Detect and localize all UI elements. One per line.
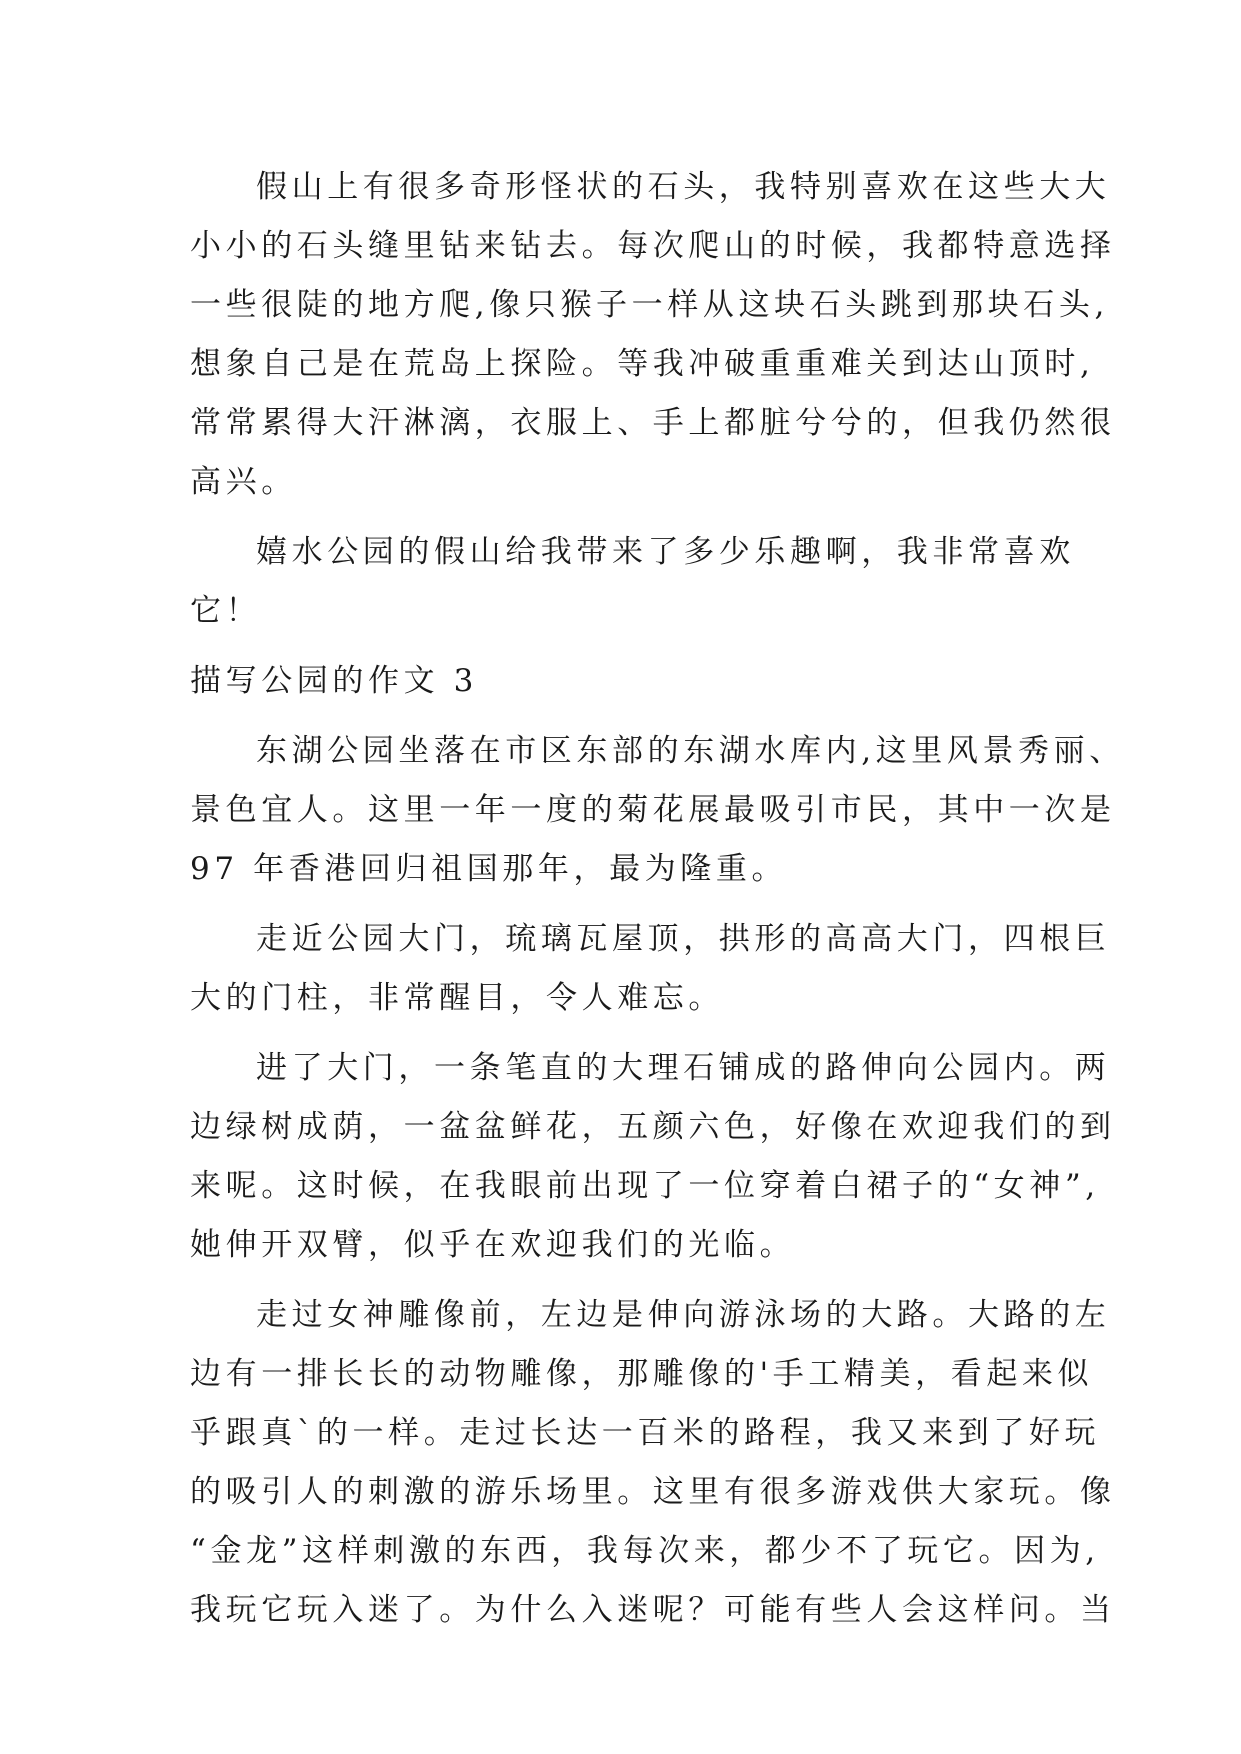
text-line: 边有一排长长的动物雕像，那雕像的'手工精美，看起来似 <box>190 1356 1094 1392</box>
text-line: 景色宜人。这里一年一度的菊花展最吸引市民，其中一次是 <box>190 792 1116 828</box>
paragraph-gap <box>190 512 1090 523</box>
text-line: 常常累得大汗淋漓，衣服上、手上都脏兮兮的，但我仍然很 <box>190 405 1116 441</box>
text-line: 假山上有很多奇形怪状的石头，我特别喜欢在这些大大 <box>256 169 1111 205</box>
text-line: 东湖公园坐落在市区东部的东湖水库内,这里风景秀丽、 <box>256 733 1125 769</box>
paragraph <box>190 910 1111 1028</box>
paragraph-gap <box>190 899 1090 910</box>
document-body <box>190 158 1125 1640</box>
paragraph-gap <box>190 641 1090 652</box>
text-line: 想象自己是在荒岛上探险。等我冲破重重难关到达山顶时, <box>190 346 1095 382</box>
paragraph <box>190 523 1090 641</box>
text-line: 描写公园的作文 3 <box>190 663 478 699</box>
paragraph-gap <box>190 1275 1090 1286</box>
text-line: 高兴。 <box>190 464 297 500</box>
paragraph-gap <box>190 711 1090 722</box>
paragraph <box>190 1039 1116 1275</box>
text-line: 小小的石头缝里钻来钻去。每次爬山的时候，我都特意选择 <box>190 228 1116 264</box>
text-line: 的吸引人的刺激的游乐场里。这里有很多游戏供大家玩。像 <box>190 1474 1116 1510</box>
text-line: 走近公园大门，琉璃瓦屋顶，拱形的高高大门，四根巨 <box>256 921 1111 957</box>
text-line: “金龙”这样刺激的东西，我每次来，都少不了玩它。因为, <box>190 1533 1100 1569</box>
paragraph <box>190 722 1125 899</box>
text-line: 边绿树成荫，一盆盆鲜花，五颜六色，好像在欢迎我们的到 <box>190 1109 1116 1145</box>
paragraph <box>190 1286 1116 1640</box>
paragraph-gap <box>190 1028 1090 1039</box>
section-heading <box>190 652 1090 711</box>
text-line: 一些很陡的地方爬,像只猴子一样从这块石头跳到那块石头, <box>190 287 1109 323</box>
text-line: 她伸开双臂，似乎在欢迎我们的光临。 <box>190 1227 796 1263</box>
text-line: 来呢。这时候，在我眼前出现了一位穿着白裙子的“女神”, <box>190 1168 1100 1204</box>
text-line: 进了大门，一条笔直的大理石铺成的路伸向公园内。两 <box>256 1050 1111 1086</box>
text-line: 它！ <box>190 593 262 629</box>
text-line: 走过女神雕像前，左边是伸向游泳场的大路。大路的左 <box>256 1297 1111 1333</box>
paragraph <box>190 158 1116 512</box>
text-line: 我玩它玩入迷了。为什么入迷呢？可能有些人会这样问。当 <box>190 1592 1116 1628</box>
text-line: 97 年香港回归祖国那年，最为隆重。 <box>190 851 788 887</box>
text-line: 嬉水公园的假山给我带来了多少乐趣啊，我非常喜欢 <box>256 534 1075 570</box>
text-line: 乎跟真`的一样。走过长达一百米的路程，我又来到了好玩 <box>190 1415 1101 1451</box>
text-line: 大的门柱，非常醒目，令人难忘。 <box>190 980 724 1016</box>
